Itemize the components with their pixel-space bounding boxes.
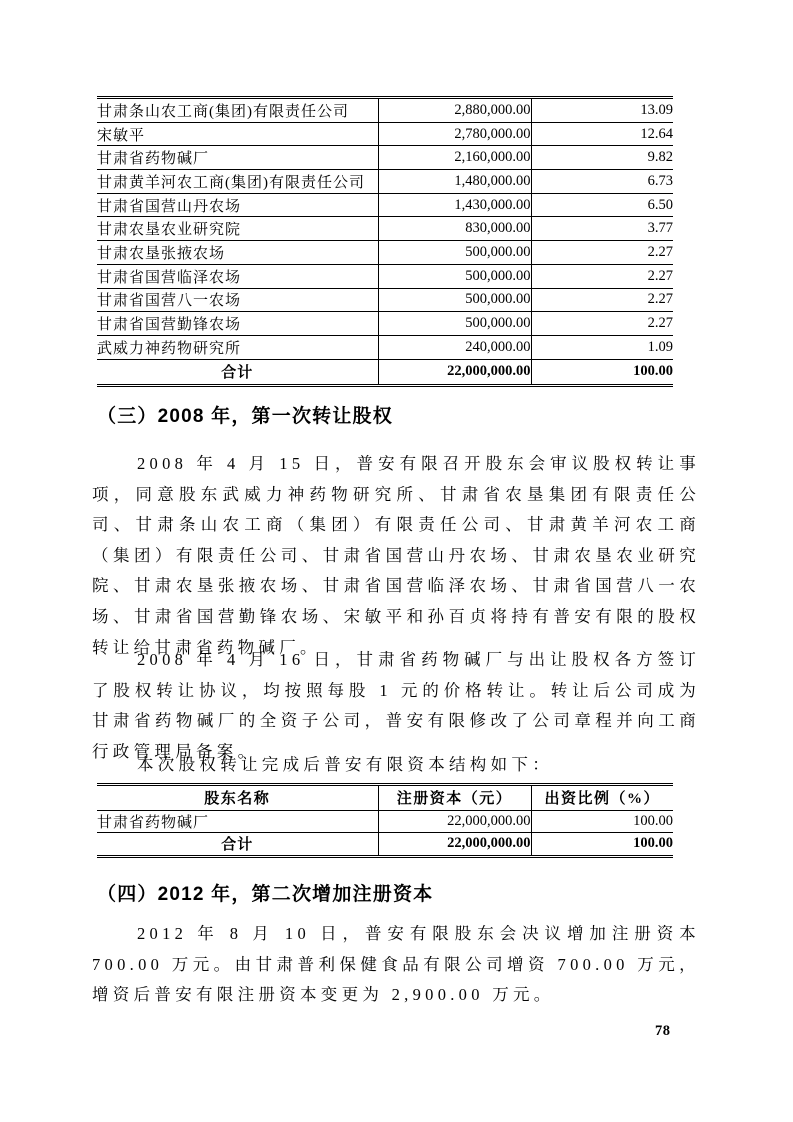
ratio-cell: 1.09 [531, 335, 673, 359]
table-row [97, 312, 673, 336]
capital-cell: 2,160,000.00 [378, 146, 531, 170]
total-capital-cell: 22,000,000.00 [378, 833, 531, 857]
ratio-cell: 6.50 [531, 193, 673, 217]
ratio-cell: 100.00 [531, 810, 673, 833]
capital-cell: 500,000.00 [378, 264, 531, 288]
table-row [97, 193, 673, 217]
capital-structure-table-2008 [97, 783, 673, 858]
header-shareholder-name: 股东名称 [97, 785, 378, 811]
total-ratio-cell: 100.00 [633, 835, 673, 852]
section-3-paragraph-3: 本次股权转让完成后普安有限资本结构如下： [137, 755, 553, 774]
ratio-cell: 2.27 [531, 288, 673, 312]
header-contribution-ratio: 出资比例（%） [531, 785, 673, 811]
shareholder-name-cell: 武威力神药物研究所 [97, 335, 378, 359]
shareholder-name-cell: 甘肃省国营临泽农场 [97, 264, 378, 288]
capital-cell: 500,000.00 [378, 241, 531, 265]
table-row [97, 241, 673, 265]
table-row [97, 335, 673, 359]
table-row [97, 146, 673, 170]
ratio-cell: 3.77 [531, 217, 673, 241]
ratio-cell: 2.27 [531, 241, 673, 265]
ratio-cell: 2.27 [531, 264, 673, 288]
total-capital-cell: 22,000,000.00 [378, 359, 531, 385]
total-ratio-cell: 100.00 [633, 363, 673, 380]
table-row [97, 264, 673, 288]
ratio-cell: 12.64 [531, 122, 673, 146]
total-label-cell: 合计 [97, 833, 378, 857]
capital-cell: 2,780,000.00 [378, 122, 531, 146]
section-4-paragraph-1: 2012 年 8 月 10 日，普安有限股东会决议增加注册资本 700.00 万元。由甘肃普利保健食品有限公司增资 700.00 万元，增资后普安有限注册资本变更为 2,900.00 万元。 [92, 924, 700, 1005]
capital-structure-table-continuation [97, 96, 673, 387]
ratio-cell: 6.73 [531, 170, 673, 194]
capital-cell: 500,000.00 [378, 288, 531, 312]
header-registered-capital: 注册资本（元） [378, 785, 531, 811]
shareholder-name-cell: 甘肃农垦农业研究院 [97, 217, 378, 241]
shareholder-name-cell: 甘肃省药物碱厂 [97, 146, 378, 170]
table-total-row [97, 833, 673, 857]
table-row [97, 122, 673, 146]
shareholder-name-cell: 甘肃农垦张掖农场 [97, 241, 378, 265]
section-4-heading: （四）2012 年，第二次增加注册资本 [97, 884, 434, 905]
section-3-paragraph-2: 2008 年 4 月 16 日，甘肃省药物碱厂与出让股权各方签订了股权转让协议，均按照每股 1 元的价格转让。转让后公司成为甘肃省药物碱厂的全资子公司，普安有限修改了公司章程并向工商行政管理局备案。 [92, 650, 700, 761]
table-row [97, 98, 673, 123]
table-row [97, 810, 673, 833]
ratio-cell: 13.09 [531, 98, 673, 123]
capital-cell: 240,000.00 [378, 335, 531, 359]
section-3-heading: （三）2008 年，第一次转让股权 [97, 406, 393, 427]
table-row [97, 288, 673, 312]
shareholder-name-cell: 甘肃省国营勤锋农场 [97, 312, 378, 336]
capital-cell: 830,000.00 [378, 217, 531, 241]
capital-cell: 1,430,000.00 [378, 193, 531, 217]
shareholder-name-cell: 甘肃省国营八一农场 [97, 288, 378, 312]
ratio-cell: 9.82 [531, 146, 673, 170]
capital-cell: 1,480,000.00 [378, 170, 531, 194]
table-row [97, 217, 673, 241]
shareholder-name-cell: 甘肃条山农工商(集团)有限责任公司 [97, 98, 378, 123]
shareholder-name-cell: 甘肃省药物碱厂 [97, 810, 378, 833]
table-total-row [97, 359, 673, 385]
total-label-cell: 合计 [97, 359, 378, 385]
shareholder-name-cell: 甘肃黄羊河农工商(集团)有限责任公司 [97, 170, 378, 194]
page-number: 78 [655, 1023, 671, 1039]
table-header-row [97, 785, 673, 811]
shareholder-name-cell: 甘肃省国营山丹农场 [97, 193, 378, 217]
ratio-cell: 2.27 [531, 312, 673, 336]
shareholder-name-cell: 宋敏平 [97, 122, 378, 146]
capital-cell: 2,880,000.00 [378, 98, 531, 123]
table-row [97, 170, 673, 194]
capital-cell: 500,000.00 [378, 312, 531, 336]
capital-cell: 22,000,000.00 [378, 810, 531, 833]
section-3-paragraph-1: 2008 年 4 月 15 日，普安有限召开股东会审议股权转让事项，同意股东武威力神药物研究所、甘肃省农垦集团有限责任公司、甘肃条山农工商（集团）有限责任公司、甘肃黄羊河农工商（集团）有限责任公司、甘肃省国营山丹农场、甘肃农垦农业研究院、甘肃农垦张掖农场、甘肃省国营临泽农场、甘肃省国营八一农场、甘肃省国营勤锋农场、宋敏平和孙百贞将持有普安有限的股权转让给甘肃省药物碱厂。 [92, 454, 700, 657]
